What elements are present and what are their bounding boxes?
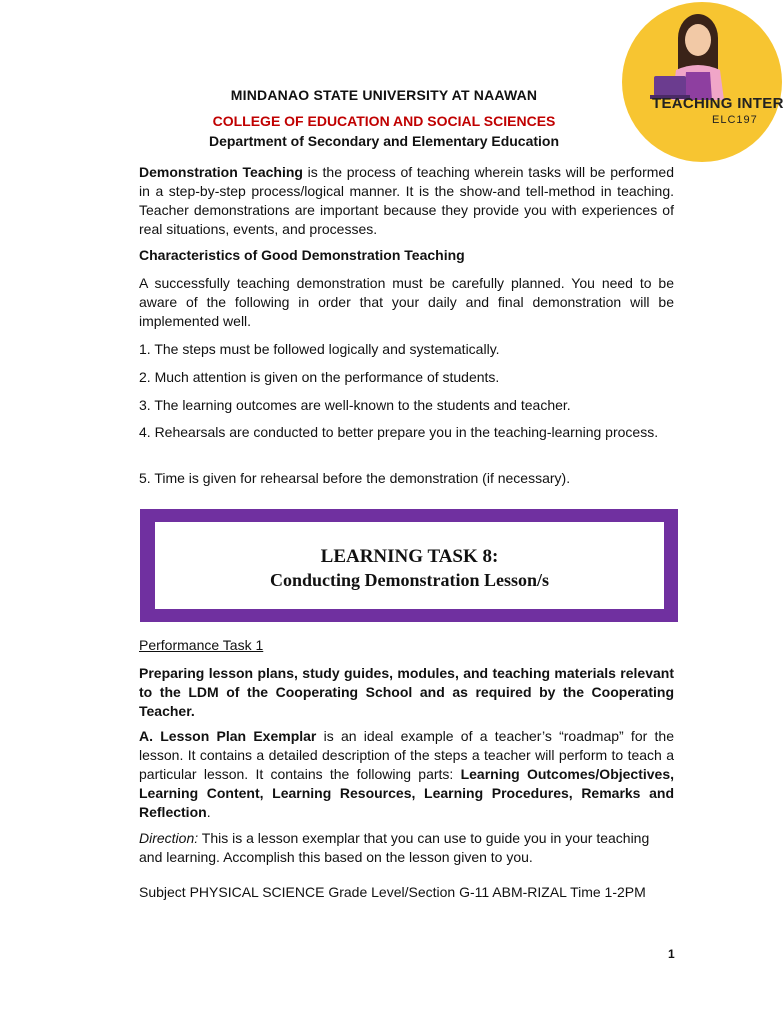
intro-text: is the process of teaching wherein tasks will be performed in a step-by-step process/logical manner. It is the show-and tell-method in teaching. Teacher demonstrations are important because they provide you with experiences of real situations, events, and processes. [139, 164, 674, 237]
logo-course-code: ELC197 [712, 114, 758, 126]
department-name: Department of Secondary and Elementary Education [208, 133, 560, 149]
intro-term: Demonstration Teaching [139, 164, 303, 180]
performance-task-statement: Preparing lesson plans, study guides, modules, and teaching materials relevant to the LDM of the Cooperating School and as required by the Cooperating Teacher. [139, 665, 674, 719]
characteristics-heading: Characteristics of Good Demonstration Teaching [139, 247, 465, 263]
university-name: MINDANAO STATE UNIVERSITY AT NAAWAN [230, 87, 538, 103]
direction-text: This is a lesson exemplar that you can use to guide you in your teaching and learning. Accomplish this based on the lesson given to you. [139, 830, 650, 865]
list-item: 4. Rehearsals are conducted to better prepare you in the teaching-learning process. [139, 424, 659, 440]
college-name: COLLEGE OF EDUCATION AND SOCIAL SCIENCES [212, 113, 556, 129]
learning-task-box [140, 509, 678, 622]
subject-line: Subject PHYSICAL SCIENCE Grade Level/Section G-11 ABM-RIZAL Time 1-2PM [139, 884, 646, 900]
direction-label: Direction: [139, 830, 199, 846]
list-item: 5. Time is given for rehearsal before the demonstration (if necessary). [139, 470, 571, 486]
exemplar-parts: Learning Outcomes/Objectives, Learning Content, Learning Resources, Learning Procedures, Remarks and Reflection [139, 766, 675, 820]
lesson-plan-exemplar-paragraph [139, 727, 674, 822]
learning-task-title: LEARNING TASK 8: [320, 546, 499, 567]
direction-paragraph [139, 829, 674, 867]
page-number: 1 [668, 947, 675, 961]
learning-task-subtitle: Conducting Demonstration Lesson/s [269, 570, 550, 590]
exemplar-end: . [206, 804, 211, 820]
learning-task-inner [155, 522, 664, 609]
logo-title: TEACHING INTER [652, 95, 784, 112]
list-item: 3. The learning outcomes are well-known to the students and teacher. [139, 397, 571, 413]
exemplar-text: is an ideal example of a teacher’s “roadmap” for the lesson. It contains a detailed description of the steps a teacher will perform to teach a particular lesson. It contains the following parts: [139, 728, 674, 782]
characteristics-lead: A successfully teaching demonstration must be carefully planned. You need to be aware of the following in order that your daily and final demonstration will be implemented well. [139, 275, 674, 329]
intro-paragraph [139, 163, 674, 239]
performance-task-heading: Performance Task 1 [139, 637, 264, 653]
exemplar-term: A. Lesson Plan Exemplar [139, 728, 317, 744]
list-item: 2. Much attention is given on the performance of students. [139, 369, 500, 385]
list-item: 1. The steps must be followed logically and systematically. [139, 341, 500, 357]
